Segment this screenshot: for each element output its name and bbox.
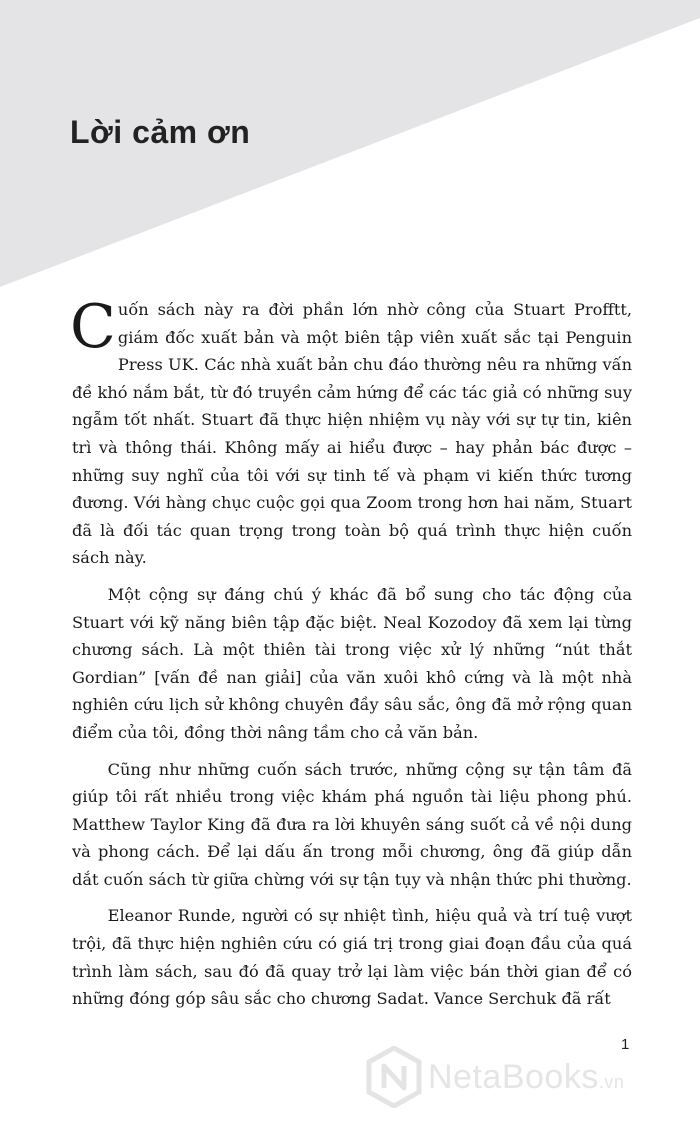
paragraph-1 xyxy=(70,292,632,572)
netabooks-logo-icon xyxy=(366,1046,422,1108)
watermark-domain: .vn xyxy=(598,1071,625,1092)
drop-cap: C xyxy=(70,292,116,362)
paragraph-2: Một cộng sự đáng chú ý khác đã bổ sung cho tác động của Stuart với kỹ năng biên tập đặc biệt. Neal Kozodoy đã xem lại từng chương sách. Là một thiên tài trong việc xử lý những “nút thắt Gordian” [vấn đề nan giải] của văn xuôi khô cứng và là một nhà nghiên cứu lịch sử không chuyên đầy sâu sắc, ông đã mở rộng quan điểm của tôi, đồng thời nâng tầm cho cả văn bản. xyxy=(72,584,632,742)
body-text xyxy=(70,292,632,1022)
watermark-text xyxy=(428,1058,624,1097)
paragraph-1-text: uốn sách này ra đời phần lớn nhờ công của Stuart Profftt, giám đốc xuất bản và một biên tập viên xuất sắc tại Penguin Press UK. Các nhà xuất bản chu đáo thường nêu ra những vấn đề khó nắm bắt, từ đó truyền cảm hứng để các tác giả có những suy ngẫm tốt nhất. Stuart đã thực hiện nhiệm vụ này với sự tự tin, kiên trì và thông thái. Không mấy ai hiểu được – hay phản bác được – những suy nghĩ của tôi với sự tinh tế và phạm vi kiến thức tương đương. Với hàng chục cuộc gọi qua Zoom trong hơn hai năm, Stuart đã là đối tác quan trọng trong toàn bộ quá trình thực hiện cuốn sách này. xyxy=(72,300,632,568)
paragraph-4: Eleanor Runde, người có sự nhiệt tình, hiệu quả và trí tuệ vượt trội, đã thực hiện nghiên cứu có giá trị trong giai đoạn đầu của quá trình làm sách, sau đó đã quay trở lại làm việc bán thời gian để có những đóng góp sâu sắc cho chương Sadat. Vance Serchuk đã rất xyxy=(72,906,632,1009)
chapter-title: Lời cảm ơn xyxy=(70,114,251,150)
watermark-brand: NetaBooks xyxy=(428,1057,599,1096)
paragraph-3: Cũng như những cuốn sách trước, những cộng sự tận tâm đã giúp tôi rất nhiều trong việc khám phá nguồn tài liệu phong phú. Matthew Taylor King đã đưa ra lời khuyên sáng suốt cả về nội dung và phong cách. Để lại dấu ấn trong mỗi chương, ông đã giúp dẫn dắt cuốn sách từ giữa chừng với sự tận tụy và nhận thức phi thường. xyxy=(72,759,632,889)
page-number: 1 xyxy=(621,1036,630,1053)
netabooks-watermark xyxy=(366,1046,624,1108)
